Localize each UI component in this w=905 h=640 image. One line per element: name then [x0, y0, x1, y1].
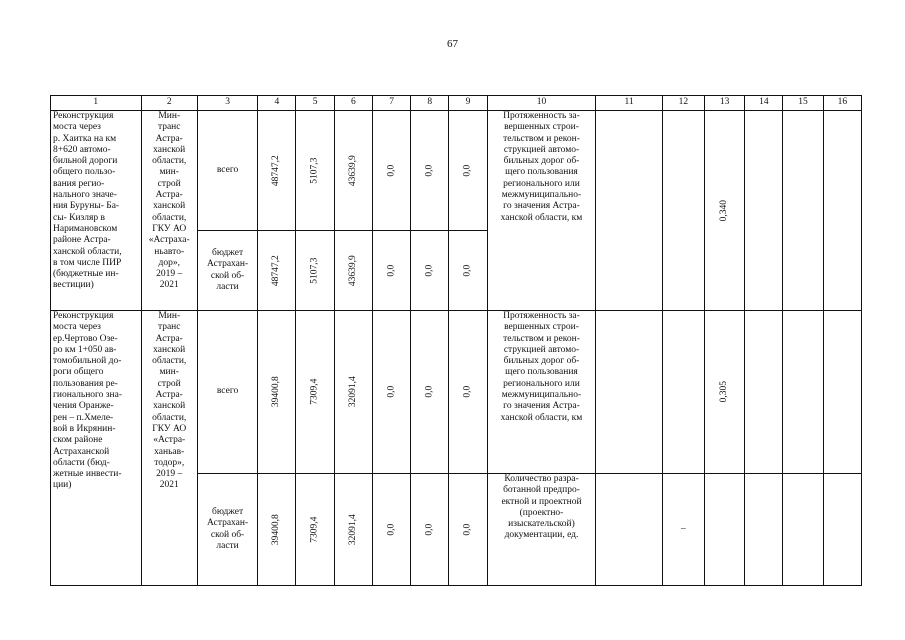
indicator-value-cell: 0,340: [704, 111, 744, 311]
indicator-value-cell: –: [662, 474, 704, 586]
value-cell: 48747,2: [258, 231, 296, 311]
empty-cell: [596, 474, 662, 586]
funding-source-cell: бюджет Астрахан- ской об- ласти: [197, 474, 257, 586]
value-cell: 0,0: [411, 231, 449, 311]
empty-cell: [662, 111, 704, 311]
header-cell: 14: [745, 96, 783, 111]
executor-cell: Мин- транс Астра- ханской области, мин- строй Астра- ханской области, ГКУ АО «Астра- ханьав- тодор», 2019 – 2021: [141, 311, 197, 586]
value-cell: 0,0: [449, 111, 487, 231]
value-cell: 0,0: [411, 311, 449, 474]
indicator-cell: Количество разра- ботанной предпро- ектной и проектной (проектно- изыскательской) документации, ед.: [487, 474, 596, 586]
value-cell: 5107,3: [296, 231, 334, 311]
header-cell: 9: [449, 96, 487, 111]
header-cell: 7: [372, 96, 410, 111]
header-cell: 15: [783, 96, 823, 111]
header-cell: 2: [141, 96, 197, 111]
value-cell: 48747,2: [258, 111, 296, 231]
funding-source-cell: всего: [197, 311, 257, 474]
value-cell: 0,0: [372, 111, 410, 231]
value-cell: 7309,4: [296, 474, 334, 586]
table-row: [51, 311, 862, 474]
value-cell: 5107,3: [296, 111, 334, 231]
header-cell: 12: [662, 96, 704, 111]
header-cell: 4: [258, 96, 296, 111]
empty-cell: [704, 474, 744, 586]
value-cell: 43639,9: [334, 111, 372, 231]
project-name-cell: Реконструкция моста через р. Хаитка на км 8+620 автомо- бильной дороги общего пользо- вания регио- нального значе- ния Буруны- Ба- сы- Кизляр в Наримановском районе Астра- ханской области, в том числе ПИР (бюджетные ин- вестиции): [51, 111, 142, 311]
empty-cell: [745, 311, 783, 474]
header-cell: 5: [296, 96, 334, 111]
value-cell: 43639,9: [334, 231, 372, 311]
indicator-value-cell: 0,305: [704, 311, 744, 474]
value-cell: 39400,8: [258, 311, 296, 474]
empty-cell: [823, 311, 861, 474]
project-name-cell: Реконструкция моста через ер.Чертово Озе- ро км 1+050 ав- томобильной до- роги общего пользования ре- гионального зна- чения Оранже- рен – п.Хмеле- вой в Икрянин- ском районе Астраханской области (бюд- жетные инвести- ции): [51, 311, 142, 586]
header-cell: 8: [411, 96, 449, 111]
value-cell: 7309,4: [296, 311, 334, 474]
value-cell: 0,0: [372, 311, 410, 474]
funding-source-cell: всего: [197, 111, 257, 231]
value-cell: 0,0: [372, 231, 410, 311]
value-cell: 0,0: [411, 111, 449, 231]
empty-cell: [596, 311, 662, 474]
empty-cell: [823, 111, 861, 311]
value-cell: 32091,4: [334, 474, 372, 586]
value-cell: 0,0: [449, 474, 487, 586]
header-cell: 10: [487, 96, 596, 111]
indicator-cell: Протяженность за- вершенных строи- тельством и рекон- струкцией автомо- бильных дорог об- щего пользования регионального или межмуниципально- го значения Астра- ханской области, км: [487, 311, 596, 474]
indicator-cell: Протяженность за- вершенных строи- тельством и рекон- струкцией автомо- бильных дорог об- щего пользования регионального или межмуниципально- го значения Астра- ханской области, км: [487, 111, 596, 311]
header-cell: 11: [596, 96, 662, 111]
empty-cell: [745, 474, 783, 586]
header-cell: 13: [704, 96, 744, 111]
value-cell: 0,0: [449, 231, 487, 311]
funding-source-cell: бюджет Астрахан- ской об- ласти: [197, 231, 257, 311]
header-cell: 1: [51, 96, 142, 111]
value-cell: 32091,4: [334, 311, 372, 474]
header-row: [51, 96, 862, 111]
value-cell: 39400,8: [258, 474, 296, 586]
empty-cell: [745, 111, 783, 311]
value-cell: 0,0: [449, 311, 487, 474]
page-number: 67: [447, 38, 458, 50]
header-cell: 16: [823, 96, 861, 111]
executor-cell: Мин- транс Астра- ханской области, мин- строй Астра- ханской области, ГКУ АО «Астраха- ньавто- дор», 2019 – 2021: [141, 111, 197, 311]
value-cell: 0,0: [411, 474, 449, 586]
header-cell: 3: [197, 96, 257, 111]
empty-cell: [823, 474, 861, 586]
empty-cell: [783, 474, 823, 586]
empty-cell: [662, 311, 704, 474]
empty-cell: [783, 111, 823, 311]
empty-cell: [783, 311, 823, 474]
table-row: [51, 111, 862, 231]
value-cell: 0,0: [372, 474, 410, 586]
program-table: [50, 95, 862, 586]
empty-cell: [596, 111, 662, 311]
header-cell: 6: [334, 96, 372, 111]
